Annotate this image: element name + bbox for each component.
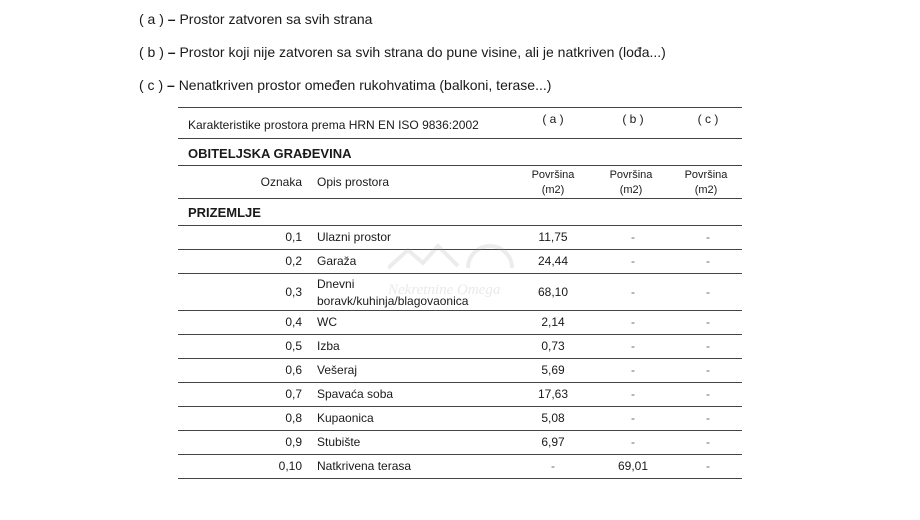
col-key-a: ( a ) [542,112,564,126]
row-area-b: - [631,254,635,268]
row-area-b: - [631,363,635,377]
row-area-a: 68,10 [537,284,569,299]
row-area-c: - [706,254,710,268]
row-description: Dnevni boravk/kuhinja/blagovaonica [317,277,469,308]
row-area-a: 2,14 [541,315,565,329]
row-code: 0,8 [285,411,302,425]
row-description: Ulazni prostor [317,230,392,244]
row-description: Stubište [317,435,361,449]
table-row [178,311,742,335]
col-key-b: ( b ) [622,112,644,126]
row-area-a: 6,97 [541,435,565,449]
table-row [178,383,742,407]
row-code: 0,3 [285,284,302,299]
header-area-c: Površina (m2) [684,169,728,196]
row-area-c: - [706,230,710,244]
table-row [178,407,742,431]
row-area-a: 5,08 [541,411,565,425]
table-row [178,431,742,455]
row-description: Vešeraj [317,363,358,377]
row-code: 0,5 [285,339,302,353]
header-desc: Opis prostora [317,175,390,189]
row-area-a: 5,69 [541,363,565,377]
row-description: Kupaonica [317,411,374,425]
table-row [178,226,742,250]
legend-key: ( b ) [139,44,164,60]
table-row [178,455,742,479]
row-area-c: - [706,435,710,449]
row-area-c: - [706,387,710,401]
row-area-c: - [706,284,710,299]
header-code: Oznaka [260,175,302,189]
row-area-c: - [706,411,710,425]
row-code: 0,1 [285,230,302,244]
building-title: OBITELJSKA GRAĐEVINA [188,146,352,161]
legend-key: ( c ) [139,77,164,93]
row-description: Izba [317,339,340,353]
row-area-c: - [706,459,710,473]
row-area-a: - [551,459,555,473]
row-area-b: 69,01 [617,459,649,473]
row-area-c: - [706,315,710,329]
col-key-c: ( c ) [697,112,719,126]
floor-row [178,199,742,226]
row-area-b: - [631,387,635,401]
building-row [178,139,742,166]
row-description: Spavaća soba [317,387,394,401]
row-area-b: - [631,315,635,329]
area-table [178,107,742,479]
row-area-a: 24,44 [537,254,569,268]
legend-item-a: ( a ) – Prostor zatvoren sa svih strana [139,11,373,27]
row-description: Garaža [317,254,357,268]
row-code: 0,4 [285,315,302,329]
row-code: 0,10 [278,459,302,473]
row-code: 0,7 [285,387,302,401]
header-area-b: Površina (m2) [609,169,653,196]
row-description: Natkrivena terasa [317,459,412,473]
row-area-b: - [631,284,635,299]
row-area-a: 0,73 [541,339,565,353]
row-area-a: 17,63 [537,387,569,401]
row-area-a: 11,75 [538,230,568,244]
table-row [178,274,742,311]
legend-key: ( a ) [139,11,164,27]
table-row [178,335,742,359]
row-area-c: - [706,363,710,377]
table-caption: Karakteristike prostora prema HRN EN ISO 9836:2002 [188,118,479,132]
row-area-c: - [706,339,710,353]
row-code: 0,6 [285,363,302,377]
header-area-a: Površina (m2) [531,169,575,196]
legend-text: Prostor koji nije zatvoren sa svih strana do pune visine, ali je natkriven (lođa...) [179,44,666,60]
row-description: WC [317,315,337,329]
legend-item-b: ( b ) – Prostor koji nije zatvoren sa svih strana do pune visine, ali je natkriven (lođa...) [139,44,666,60]
legend-item-c: ( c ) – Nenatkriven prostor omeđen rukohvatima (balkoni, terase...) [139,77,552,93]
watermark-text: Nekretnine Omega [388,282,501,298]
row-code: 0,9 [285,435,302,449]
floor-title: PRIZEMLJE [188,205,261,220]
table-row [178,359,742,383]
row-code: 0,2 [285,254,302,268]
row-area-b: - [631,230,635,244]
legend-text: Prostor zatvoren sa svih strana [179,11,373,27]
header-row [178,166,742,199]
row-area-b: - [631,435,635,449]
row-area-b: - [631,411,635,425]
row-area-b: - [631,339,635,353]
table-row [178,250,742,274]
table-caption-row [178,107,742,139]
legend-text: Nenatkriven prostor omeđen rukohvatima (balkoni, terase...) [178,77,552,93]
